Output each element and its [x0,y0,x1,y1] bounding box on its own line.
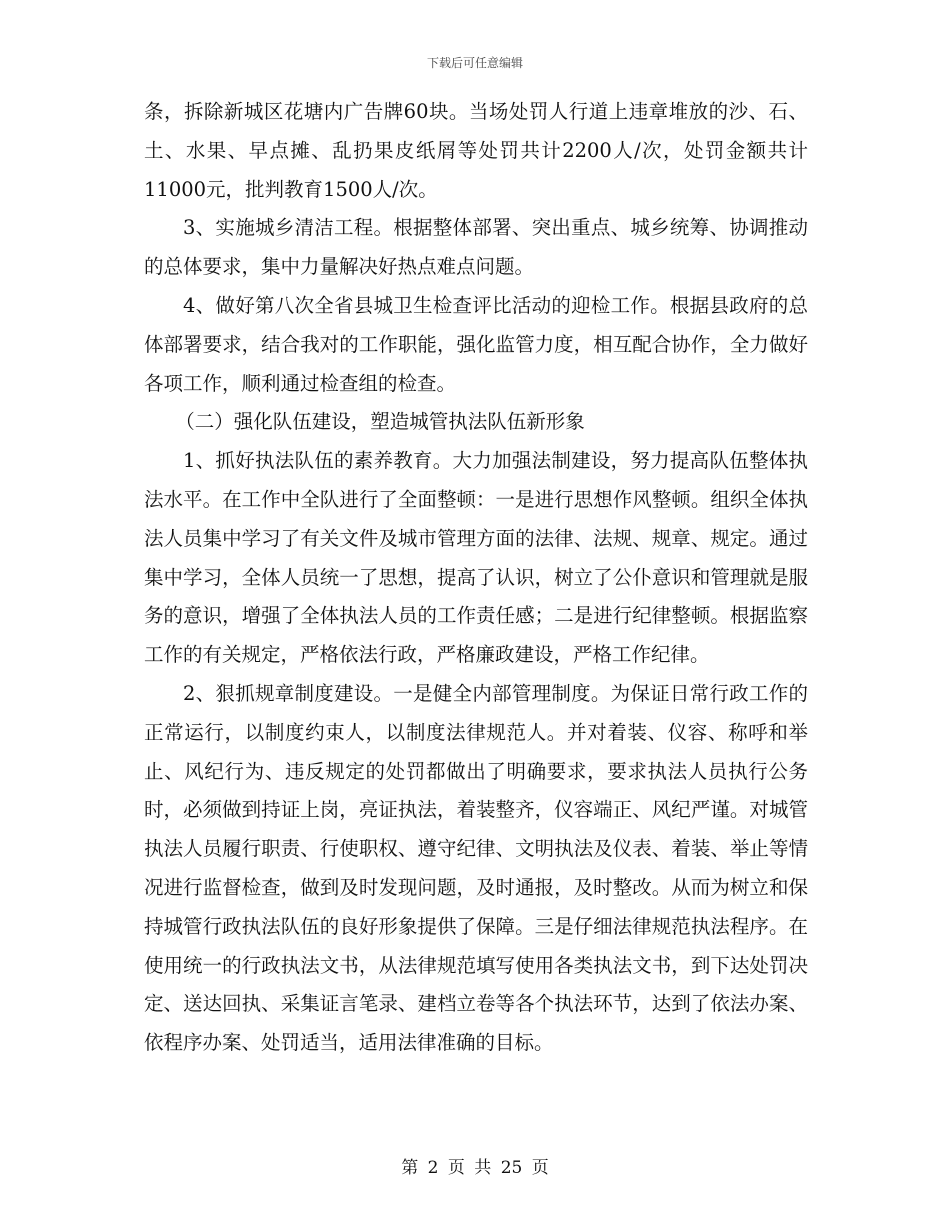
section-heading: （二）强化队伍建设，塑造城管执法队伍新形象 [175,410,585,434]
paragraph-item-1: 1、抓好执法队伍的素养教育。大力加强法制建设，努力提高队伍整体执法水平。在工作中全队进行了全面整顿：一是进行思想作风整顿。组织全体执法人员集中学习了有关文件及城市管理方面的法律、法规、规章、规定。通过集中学习，全体人员统一了思想，提高了认识，树立了公仆意识和管理就是服务的意识，增强了全体执法人员的工作责任感；二是进行纪律整顿。根据监察工作的有关规定，严格依法行政，严格廉政建设，严格工作纪律。 [144,449,808,667]
paragraph-item-3: 3、实施城乡清洁工程。根据整体部署、突出重点、城乡统筹、协调推动的总体要求，集中力量解决好热点难点问题。 [144,216,808,279]
document-body [144,93,808,1063]
page-footer: 第 2 页 共 25 页 [401,1158,549,1178]
paragraph-continued: 条，拆除新城区花塘内广告牌60块。当场处罚人行道上违章堆放的沙、石、土、水果、早点摊、乱扔果皮纸屑等处罚共计2200人/次，处罚金额共计11000元，批判教育1500人/次。 [144,100,808,201]
paragraph-item-4: 4、做好第八次全省县城卫生检查评比活动的迎检工作。根据县政府的总体部署要求，结合我对的工作职能，强化监管力度，相互配合协作，全力做好各项工作，顺利通过检查组的检查。 [144,293,808,395]
page-header: 下载后可任意编辑 [426,56,523,70]
paragraph-item-2: 2、狠抓规章制度建设。一是健全内部管理制度。为保证日常行政工作的正常运行，以制度约束人，以制度法律规范人。并对着装、仪容、称呼和举止、风纪行为、违反规定的处罚都做出了明确要求，要求执法人员执行公务时，必须做到持证上岗，亮证执法，着装整齐，仪容端正、风纪严谨。对城管执法人员履行职责、行使职权、遵守纪律、文明执法及仪表、着装、举止等情况进行监督检查，做到及时发现问题，及时通报，及时整改。从而为树立和保持城管行政执法队伍的良好形象提供了保障。三是仔细法律规范执法程序。在使用统一的行政执法文书，从法律规范填写使用各类执法文书，到下达处罚决定、送达回执、采集证言笔录、建档立卷等各个执法环节，达到了依法办案、依程序办案、处罚适当，适用法律准确的目标。 [144,681,808,1055]
